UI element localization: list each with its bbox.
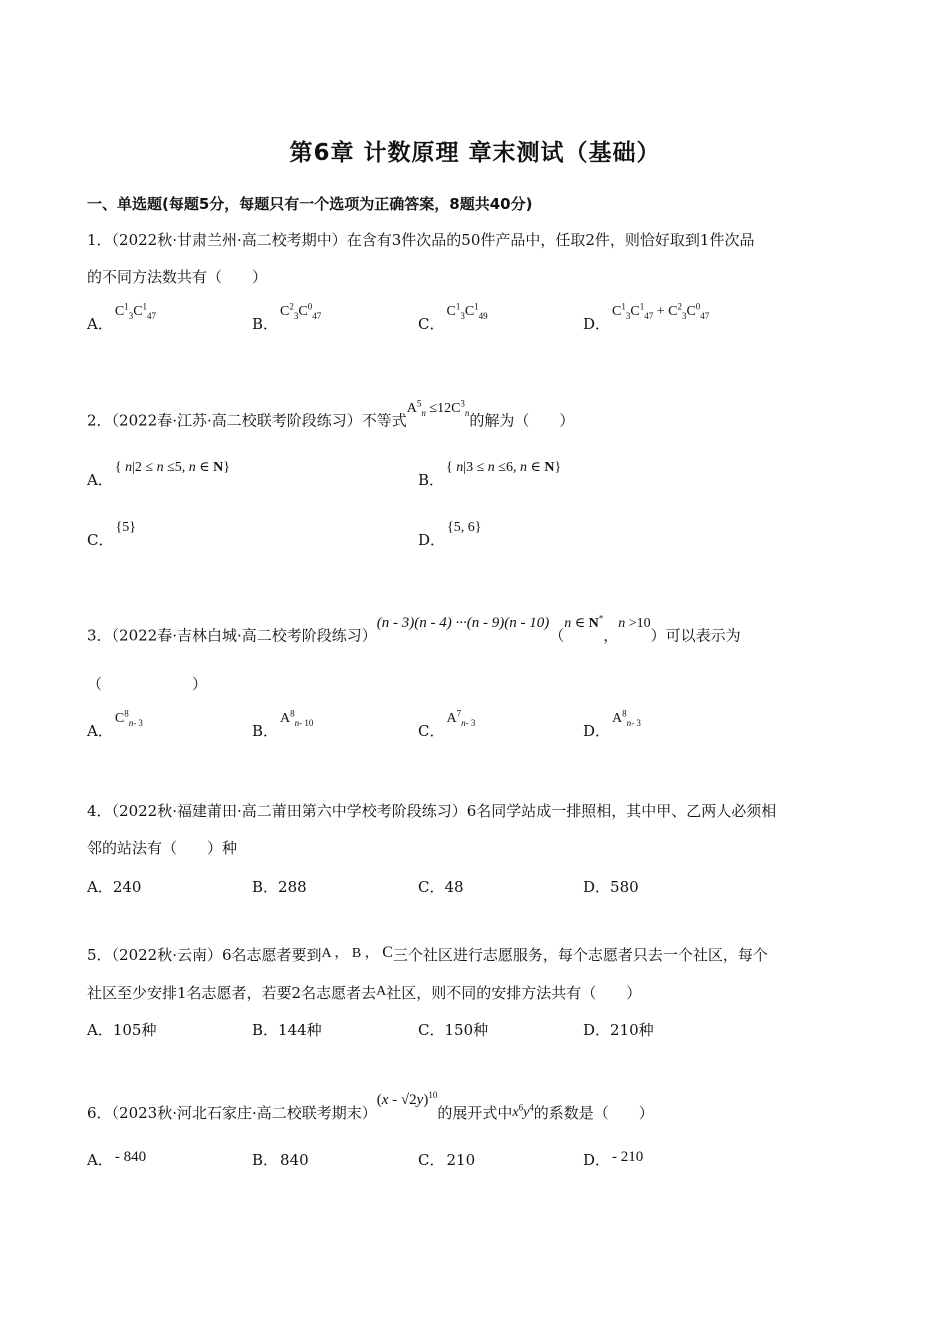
q5-option-b[interactable]: B．144种 (252, 1021, 322, 1039)
question-6-text: （2023秋·河北石家庄·高二校联考期末） (111, 1104, 377, 1122)
option-label: B． (252, 315, 279, 333)
option-label: D． (583, 1151, 611, 1169)
q2-option-c[interactable] (87, 520, 136, 550)
formula: $C^2_3C^0_{47}$ (280, 301, 322, 321)
option-label: C． (87, 531, 114, 549)
q4-option-b[interactable]: B．288 (252, 878, 307, 896)
question-6-text-3: 的系数是（ ） (533, 1104, 654, 1122)
q3-option-a[interactable] (87, 708, 143, 742)
q1-option-a[interactable] (87, 301, 157, 335)
product-formula: (n - 3)(n - 4) ···(n - 9)(n - 10) (376, 614, 550, 631)
term-formula: $x^6y^4$ (512, 1102, 534, 1120)
set-formula: {5, 6} (447, 520, 482, 535)
formula: $C^8_{n- 3}$ (114, 708, 143, 728)
option-label: D． (418, 531, 446, 549)
question-1-line-1 (87, 222, 754, 259)
question-3-line-1 (87, 614, 741, 656)
option-label: A． (87, 471, 113, 489)
community-variable-a: A (376, 984, 387, 999)
question-4-text: （2022秋·福建莆田·高二莆田第六中学校考阶段练习）6名同学站成一排照相，其中甲、乙两人必须相 (111, 802, 777, 820)
condition-formula-1: n ∈ N* (564, 613, 604, 631)
condition-open: （ (549, 626, 565, 645)
option-value: 210 (446, 1151, 476, 1169)
set-formula: { n|2 ≤ n ≤5, n ∈ N} (114, 460, 230, 475)
question-2-text-tail: 的解为（ ） (469, 411, 575, 430)
section-heading: 一、单选题(每题5分，每题只有一个选项为正确答案，8题共40分) (87, 195, 533, 213)
question-6 (87, 1091, 654, 1133)
question-1 (87, 222, 754, 296)
question-1-line-2: 的不同方法数共有（ ） (87, 268, 268, 286)
q5-option-d[interactable]: D．210种 (583, 1021, 654, 1039)
q3-option-b[interactable] (252, 708, 314, 742)
q3-option-d[interactable] (583, 708, 641, 742)
question-5-line-1 (87, 937, 768, 975)
binomial-formula: (x - √2y)$^{10}$ (376, 1090, 438, 1108)
option-label: A． (87, 315, 113, 333)
option-value: - 840 (114, 1149, 147, 1165)
question-5-text-2: 三个社区进行志愿服务，每个志愿者只去一个社区，每个 (392, 946, 768, 964)
condition-formula-2: n >10 (618, 615, 651, 631)
q6-option-d[interactable] (583, 1149, 643, 1170)
page-title: 第6章 计数原理 章末测试（基础） (289, 140, 661, 166)
option-label: D． (583, 315, 611, 333)
option-label: D． (583, 722, 611, 740)
q4-option-d[interactable]: D．580 (583, 878, 639, 896)
inequality-formula: $A^5_n \le 12C^3_n$ (406, 398, 470, 418)
condition-separator: ， (603, 626, 619, 645)
formula: $C^1_3C^1_{47} + C^2_3C^0_{47}$ (612, 301, 710, 321)
q1-option-b[interactable] (252, 301, 322, 335)
q6-option-a[interactable] (87, 1149, 146, 1170)
question-3-line-2: （ ） (87, 674, 208, 693)
q1-option-c[interactable] (418, 301, 488, 335)
q4-option-a[interactable]: A．240 (87, 878, 142, 896)
question-2-number: 2． (87, 411, 112, 430)
q2-option-d[interactable] (418, 520, 482, 550)
question-5-line-2 (87, 975, 768, 1013)
question-3 (87, 614, 741, 703)
q5-option-c[interactable]: C．150种 (418, 1021, 489, 1039)
question-4-line-1 (87, 793, 776, 830)
formula: $C^1_3C^1_{49}$ (446, 301, 488, 321)
q4-option-c[interactable]: C．48 (418, 878, 464, 896)
condition-close: ）可以表示为 (650, 626, 741, 645)
formula: $C^1_3C^1_{47}$ (114, 301, 157, 321)
set-formula: {5} (115, 520, 136, 535)
set-formula: { n|3 ≤ n ≤6, n ∈ N} (446, 460, 562, 475)
q2-option-b[interactable] (418, 460, 562, 490)
formula: $A^8_{n- 10}$ (280, 708, 314, 728)
option-label: B． (418, 471, 445, 489)
question-5-number: 5． (87, 946, 112, 964)
question-1-text: （2022秋·甘肃兰州·高二校考期中）在含有3件次品的50件产品中，任取2件，则恰好取到1件次品 (111, 231, 755, 249)
option-label: B． (252, 722, 279, 740)
option-label: A． (87, 1151, 113, 1169)
option-label: C． (418, 722, 445, 740)
option-label: C． (418, 1151, 445, 1169)
question-6-text-2: 的展开式中 (437, 1104, 513, 1122)
question-1-number: 1． (87, 231, 112, 249)
question-2-text: （2022春·江苏·高二校联考阶段练习）不等式 (111, 411, 407, 430)
community-variables: A ， B ， C (321, 944, 393, 961)
q6-option-b[interactable] (252, 1149, 309, 1170)
option-label: A． (87, 722, 113, 740)
question-3-text: （2022春·吉林白城·高二校考阶段练习） (111, 626, 377, 645)
q6-option-c[interactable] (418, 1149, 475, 1170)
question-5-text-3: 社区至少安排1名志愿者，若要2名志愿者去 (87, 984, 377, 1002)
q5-option-a[interactable]: A．105种 (87, 1021, 157, 1039)
question-5-text-4: 社区，则不同的安排方法共有（ ） (386, 984, 642, 1002)
option-value: - 210 (612, 1149, 644, 1165)
q3-option-c[interactable] (418, 708, 476, 742)
q1-option-d[interactable] (583, 301, 710, 335)
question-4-line-2: 邻的站法有（ ）种 (87, 839, 238, 857)
question-3-number: 3． (87, 626, 112, 645)
option-label: C． (418, 315, 445, 333)
question-2 (87, 399, 574, 445)
question-5 (87, 937, 768, 1013)
question-6-number: 6． (87, 1104, 112, 1122)
formula: $A^8_{n- 3}$ (612, 708, 641, 728)
formula: $A^7_{n- 3}$ (446, 708, 476, 728)
option-label: B． (252, 1151, 279, 1169)
question-5-text: （2022秋·云南）6名志愿者要到 (111, 946, 322, 964)
option-value: 840 (280, 1151, 309, 1169)
question-4 (87, 793, 776, 867)
question-4-number: 4． (87, 802, 112, 820)
q2-option-a[interactable] (87, 460, 230, 490)
